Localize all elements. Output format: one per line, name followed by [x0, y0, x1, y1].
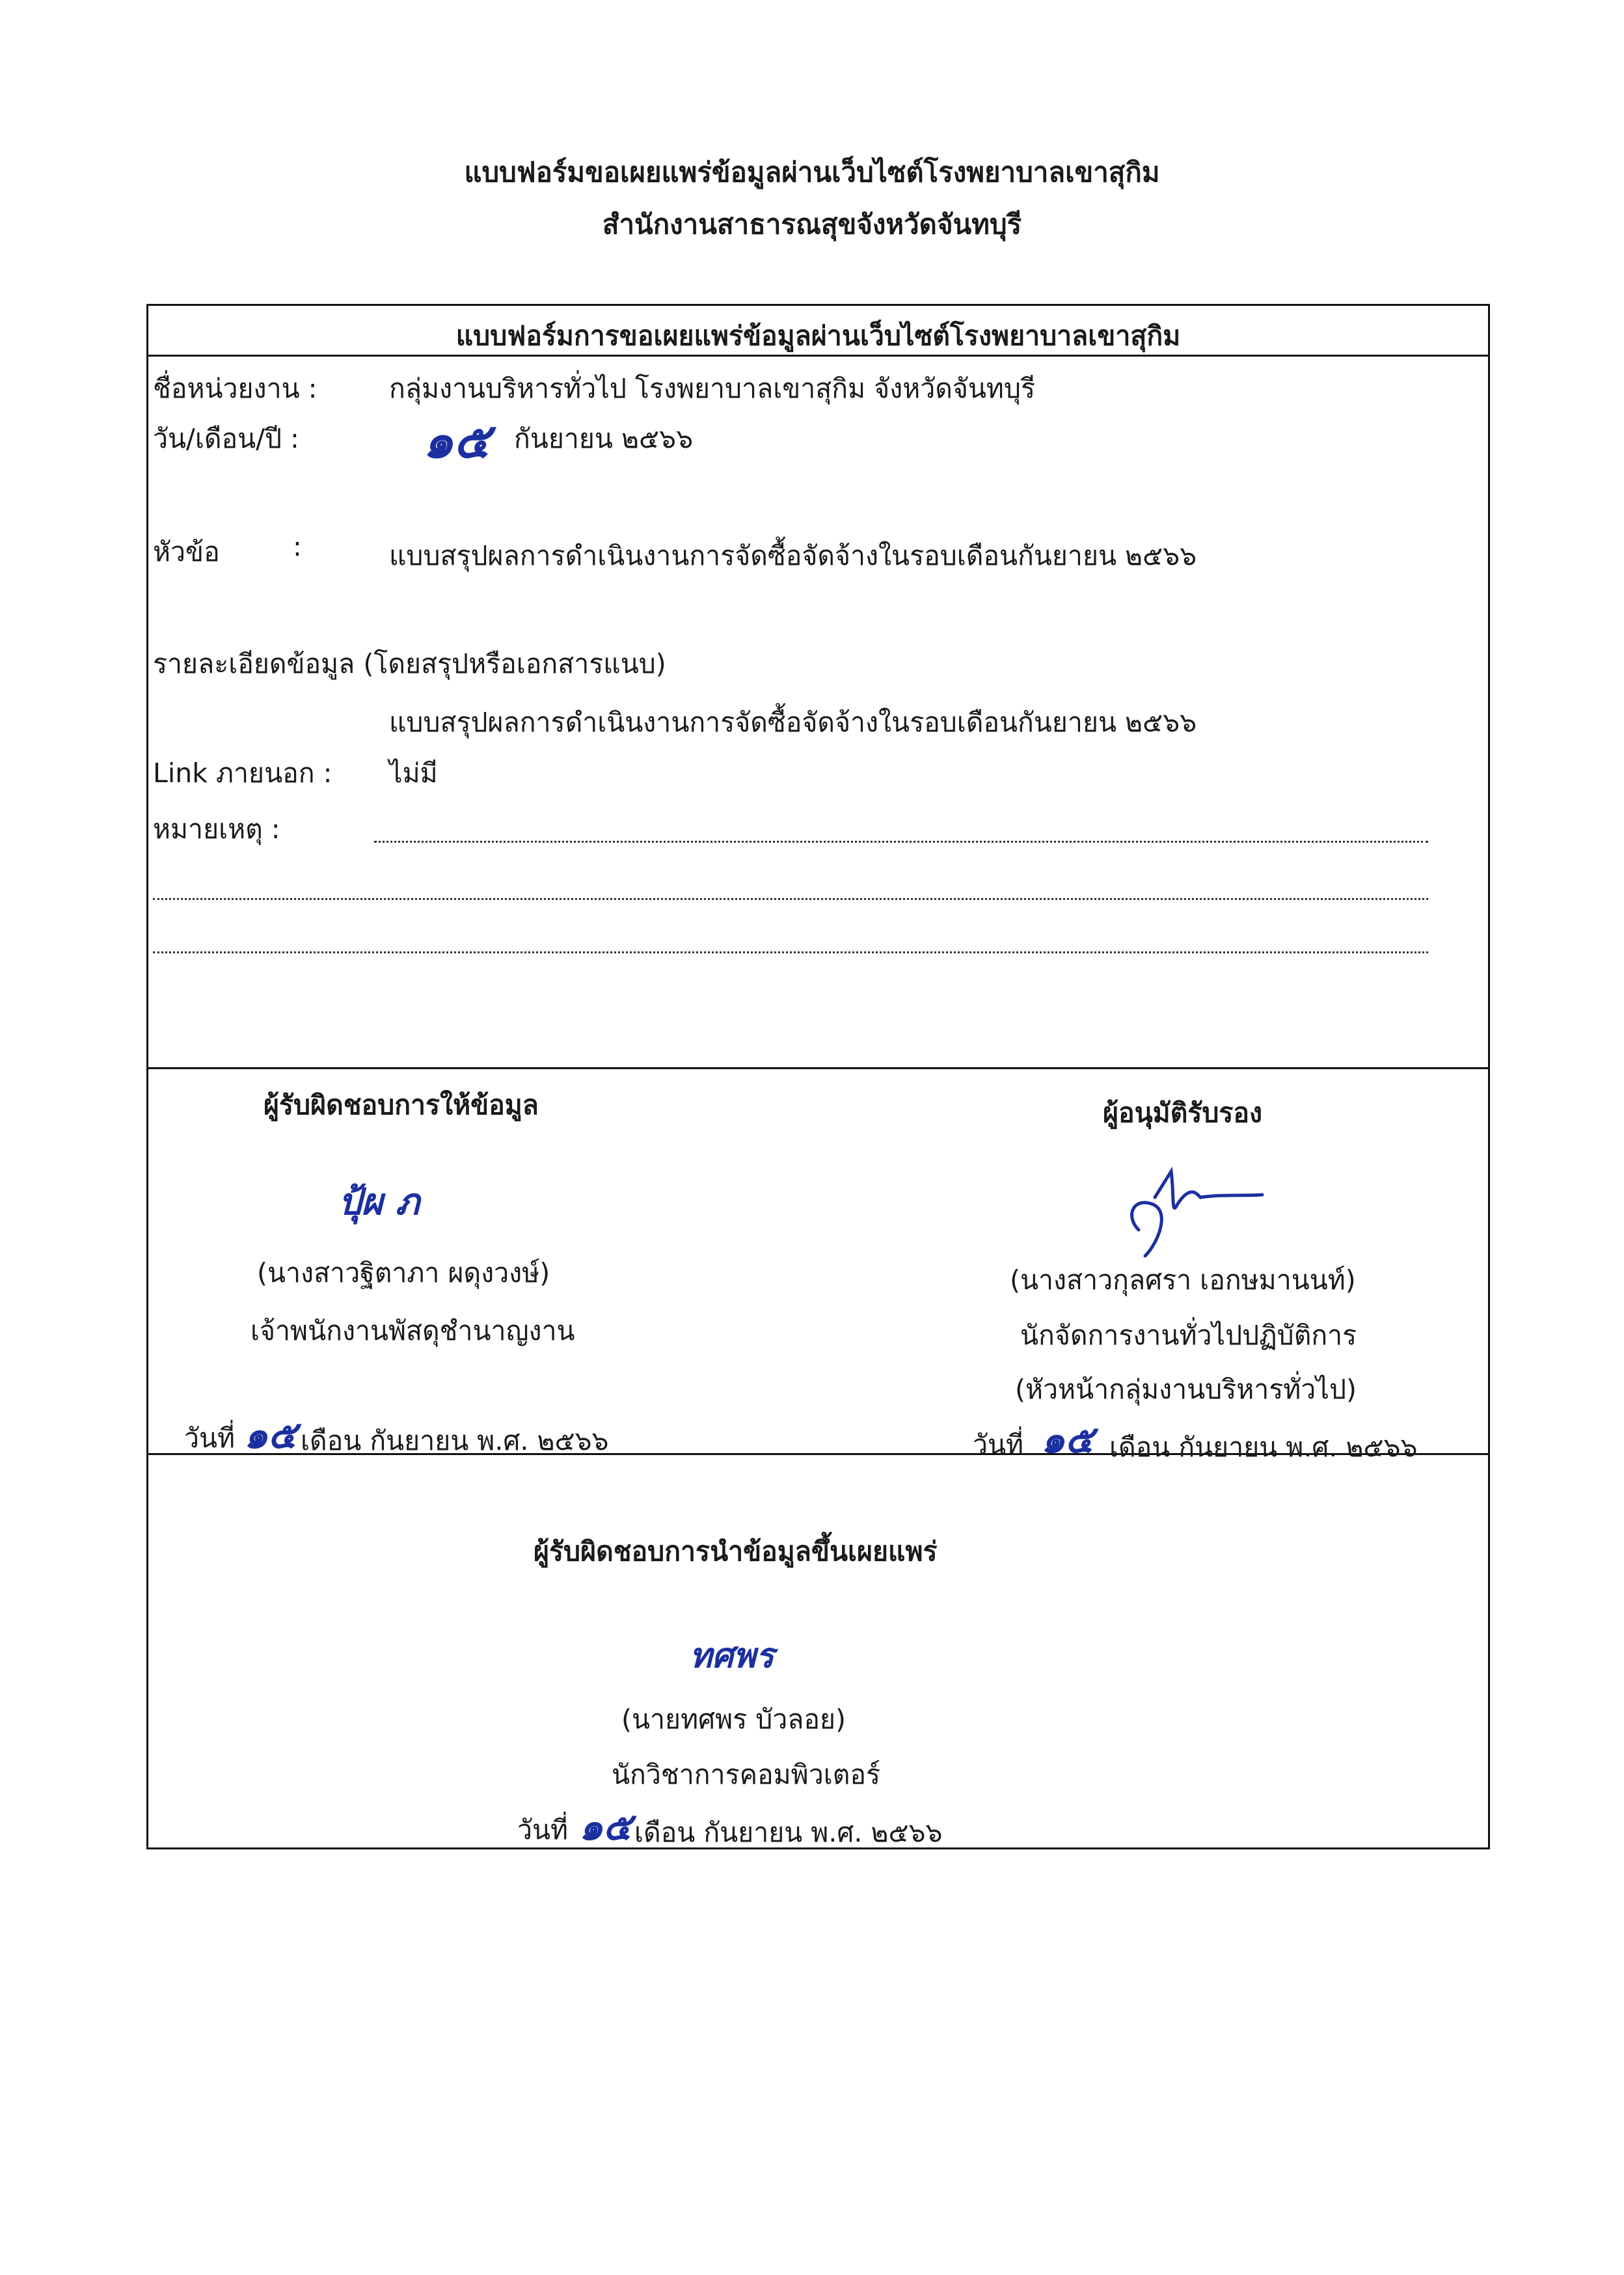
- publisher-name: (นายทศพร บัวลอย): [621, 1704, 846, 1735]
- provider-date-day-handwritten: ๑๕: [244, 1413, 297, 1457]
- provider-signature: ปุ้ผ ภ: [338, 1180, 420, 1223]
- link-value: ไม่มี: [389, 757, 438, 789]
- topic-colon: :: [293, 531, 302, 562]
- approver-date-prefix: วันที่: [973, 1429, 1024, 1460]
- provider-date-prefix: วันที่: [184, 1423, 236, 1454]
- note-line-3: [153, 951, 1428, 953]
- approver-position: นักจัดการงานทั่วไปปฏิบัติการ: [1020, 1320, 1357, 1351]
- form-box-title: แบบฟอร์มการขอเผยแพร่ข้อมูลผ่านเว็บไซต์โรงพยาบาลเขาสุกิม: [455, 320, 1181, 351]
- link-label: Link ภายนอก :: [153, 757, 332, 789]
- note-label: หมายเหตุ :: [153, 813, 280, 845]
- unit-label: ชื่อหน่วยงาน :: [153, 373, 318, 404]
- approver-position-2: (หัวหน้ากลุ่มงานบริหารทั่วไป): [1015, 1374, 1357, 1405]
- date-day-handwritten: ๑๕: [423, 413, 490, 469]
- approver-signature: [1100, 1158, 1269, 1275]
- document-title: แบบฟอร์มขอเผยแพร่ข้อมูลผ่านเว็บไซต์โรงพยาบาลเขาสุกิม: [464, 156, 1160, 188]
- date-month-year: กันยายน ๒๕๖๖: [514, 423, 694, 454]
- note-line-2: [153, 898, 1428, 900]
- approver-heading: ผู้อนุมัติรับรอง: [1103, 1097, 1263, 1128]
- signature-divider: [146, 1067, 1490, 1069]
- document-subtitle: สำนักงานสาธารณสุขจังหวัดจันทบุรี: [602, 208, 1022, 240]
- publisher-date-rest: เดือน กันยายน พ.ศ. ๒๕๖๖: [634, 1817, 943, 1848]
- unit-value: กลุ่มงานบริหารทั่วไป โรงพยาบาลเขาสุกิม จังหวัดจันทบุรี: [389, 373, 1036, 404]
- detail-label: รายละเอียดข้อมูล (โดยสรุปหรือเอกสารแนบ): [153, 648, 666, 679]
- detail-value: แบบสรุปผลการดำเนินงานการจัดซื้อจัดจ้างในรอบเดือนกันยายน ๒๕๖๖: [389, 707, 1197, 738]
- date-label: วัน/เดือน/ปี :: [153, 423, 299, 454]
- topic-value: แบบสรุปผลการดำเนินงานการจัดซื้อจัดจ้างในรอบเดือนกันยายน ๒๕๖๖: [389, 540, 1197, 571]
- publisher-heading: ผู้รับผิดชอบการนำข้อมูลขึ้นเผยแพร่: [534, 1536, 938, 1567]
- publisher-date-day-handwritten: ๑๕: [579, 1805, 632, 1849]
- provider-date-rest: เดือน กันยายน พ.ศ. ๒๕๖๖: [301, 1425, 609, 1456]
- topic-label: หัวข้อ: [153, 536, 220, 567]
- publisher-date-prefix: วันที่: [517, 1814, 569, 1846]
- publisher-signature: ทศพร: [690, 1636, 774, 1676]
- provider-heading: ผู้รับผิดชอบการให้ข้อมูล: [264, 1089, 539, 1121]
- approver-date-day-handwritten: ๑๕: [1041, 1417, 1094, 1462]
- provider-name: (นางสาวฐิตาภา ผดุงวงษ์): [257, 1257, 550, 1288]
- note-line-1: [374, 841, 1428, 843]
- approver-name: (นางสาวกุลศรา เอกษมานนท์): [1010, 1264, 1356, 1296]
- approver-date-rest: เดือน กันยายน พ.ศ. ๒๕๖๖: [1109, 1432, 1418, 1463]
- provider-position: เจ้าพนักงานพัสดุชำนาญงาน: [250, 1315, 575, 1346]
- publisher-position: นักวิชาการคอมพิวเตอร์: [612, 1759, 881, 1790]
